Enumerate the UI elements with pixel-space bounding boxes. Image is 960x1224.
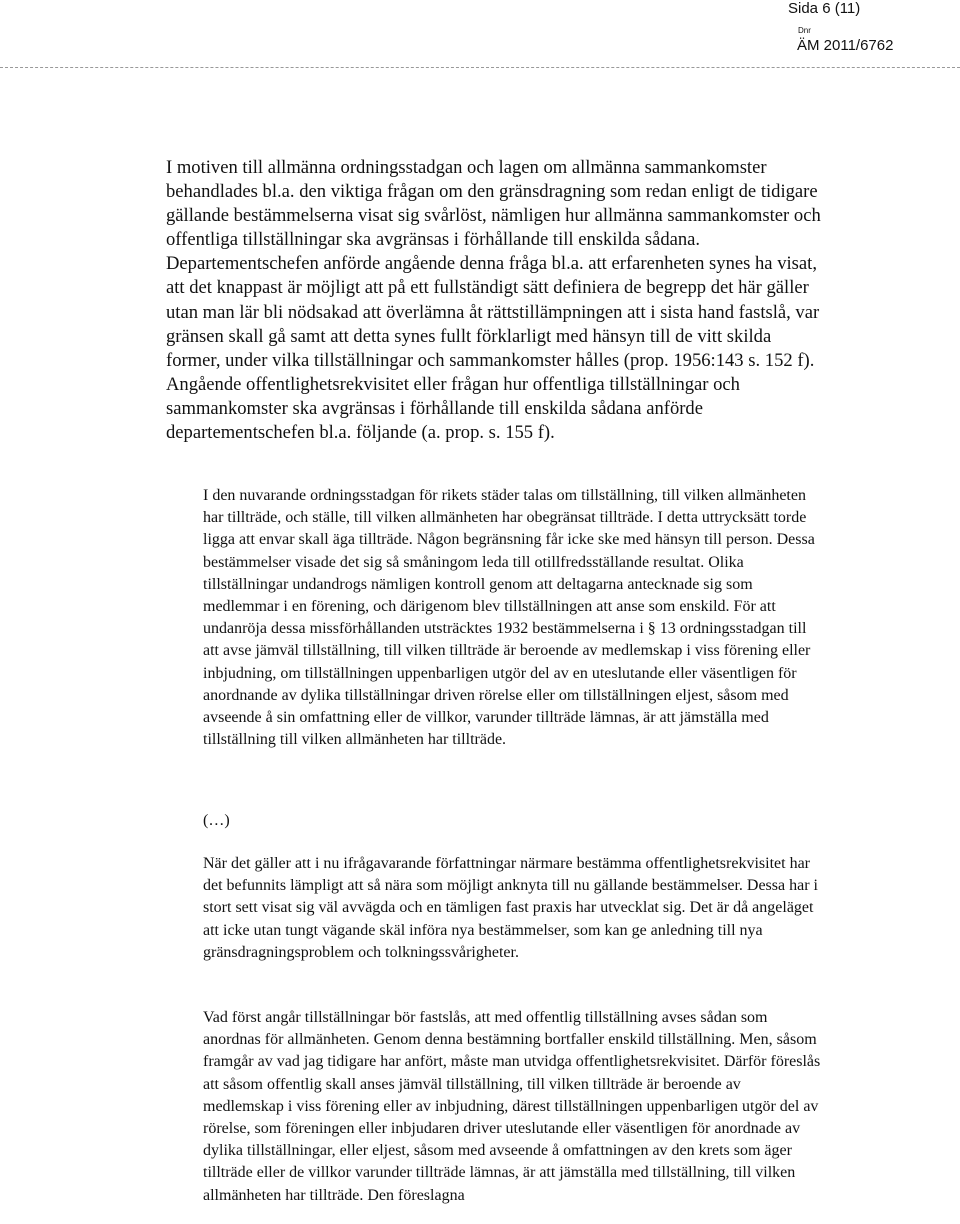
document-number: ÄM 2011/6762 (797, 37, 894, 54)
block-quote-3 (203, 1007, 825, 1207)
dnr-label: Dnr (798, 26, 811, 35)
paragraph-text: I motiven till allmänna ordningsstadgan och lagen om allmänna sammankomster behandlades bl.a. den viktiga frågan om den gränsdragning som redan enligt de tidigare gällande bestämmelserna visat sig svårlöst, nämligen hur allmänna sammankomster och offentliga tillställningar ska avgränsas i förhållande till enskilda sådana. Departementschefen anförde angående denna fråga bl.a. att erfarenheten synes ha visat, att det knappast är möjligt att på ett fullständigt sätt definiera de begrepp det här gäller utan man lär bli nödsakad att överlämna åt rättstillämpningen att i sista hand fastslå, var gränsen skall gå samt att detta synes fullt förklarligt med hänsyn till de vitt skilda former, under vilka tillställningar och sammankomster hålles (prop. 1956:143 s. 152 f). Angående offentlighetsrekvisitet eller frågan hur offentliga tillställningar och sammankomster ska avgränsas i förhållande till enskilda sådana anförde departementschefen bl.a. följande (a. prop. s. 155 f). (166, 157, 821, 444)
header-divider (0, 67, 960, 68)
page-number: Sida 6 (11) (788, 0, 861, 17)
quote-text: I den nuvarande ordningsstadgan för rikets städer talas om tillställning, till vilken allmänheten har tillträde, och ställe, till vilken allmänheten har obegränsat tillträde. I detta uttrycksätt torde ligga att envar skall äga tillträde. Någon begränsning får icke ske med hänsyn till person. Dessa bestämmelser visade det sig så småningom leda till otillfredsställande resultat. Olika tillställningar undandrogs nämligen kontroll genom att deltagarna antecknade sig som medlemmar i en förening, och därigenom blev tillställningen att anse som enskild. För att undanröja dessa missförhållanden utsträcktes 1932 bestämmelserna i § 13 ordningsstadgan till att avse jämväl tillställning, till vilken tillträde är beroende av medlemskap i viss förening eller inbjudning, om tillställningen uppenbarligen utgör del av en uteslutande eller väsentligen för anordnande av dylika tillställningar driven rörelse eller om tillställningen eljest, såsom med avseende å sin omfattning eller de villkor, varunder tillträde lämnas, är att jämställa med tillställning till vilken allmänheten har tillträde. (203, 487, 815, 749)
body-paragraph (166, 156, 830, 445)
ellipsis-text: (…) (203, 812, 230, 829)
block-quote-2 (203, 853, 825, 964)
quote-text: När det gäller att i nu ifrågavarande författningar närmare bestämma offentlighetsrekvisitet har det befunnits lämpligt att så nära som möjligt anknyta till nu gällande bestämmelser. Dessa har i stort sett visat sig väl avvägda och en tämligen fast praxis har utvecklat sig. Det är då angeläget att icke utan tungt vägande skäl införa nya bestämmelser, som kan ge anledning till nya gränsdragningsproblem och tolkningssvårigheter. (203, 855, 818, 961)
block-quote-1 (203, 485, 825, 751)
quote-text: Vad först angår tillställningar bör fastslås, att med offentlig tillställning avses sådan som anordnas för allmänheten. Genom denna bestämning bortfaller enskild tillställning. Men, såsom framgår av vad jag tidigare har anfört, måste man utvidga offentlighetsrekvisitet. Därför föreslås att såsom offentlig skall anses jämväl tillställning, till vilken tillträde är beroende av medlemskap i viss förening eller av inbjudning, därest tillställningen uppenbarligen utgör del av rörelse, som föreningen eller inbjudaren driver uteslutande eller väsentligen för anordnade av dylika tillställningar, eller eljest, såsom med avseende å omfattningen av den krets som äger tillträde eller de villkor varunder tillträde lämnas, är att jämställa med tillställning, till vilken allmänheten har tillträde. Den föreslagna (203, 1009, 821, 1204)
omission-marker (203, 810, 825, 832)
page-header (660, 0, 960, 70)
